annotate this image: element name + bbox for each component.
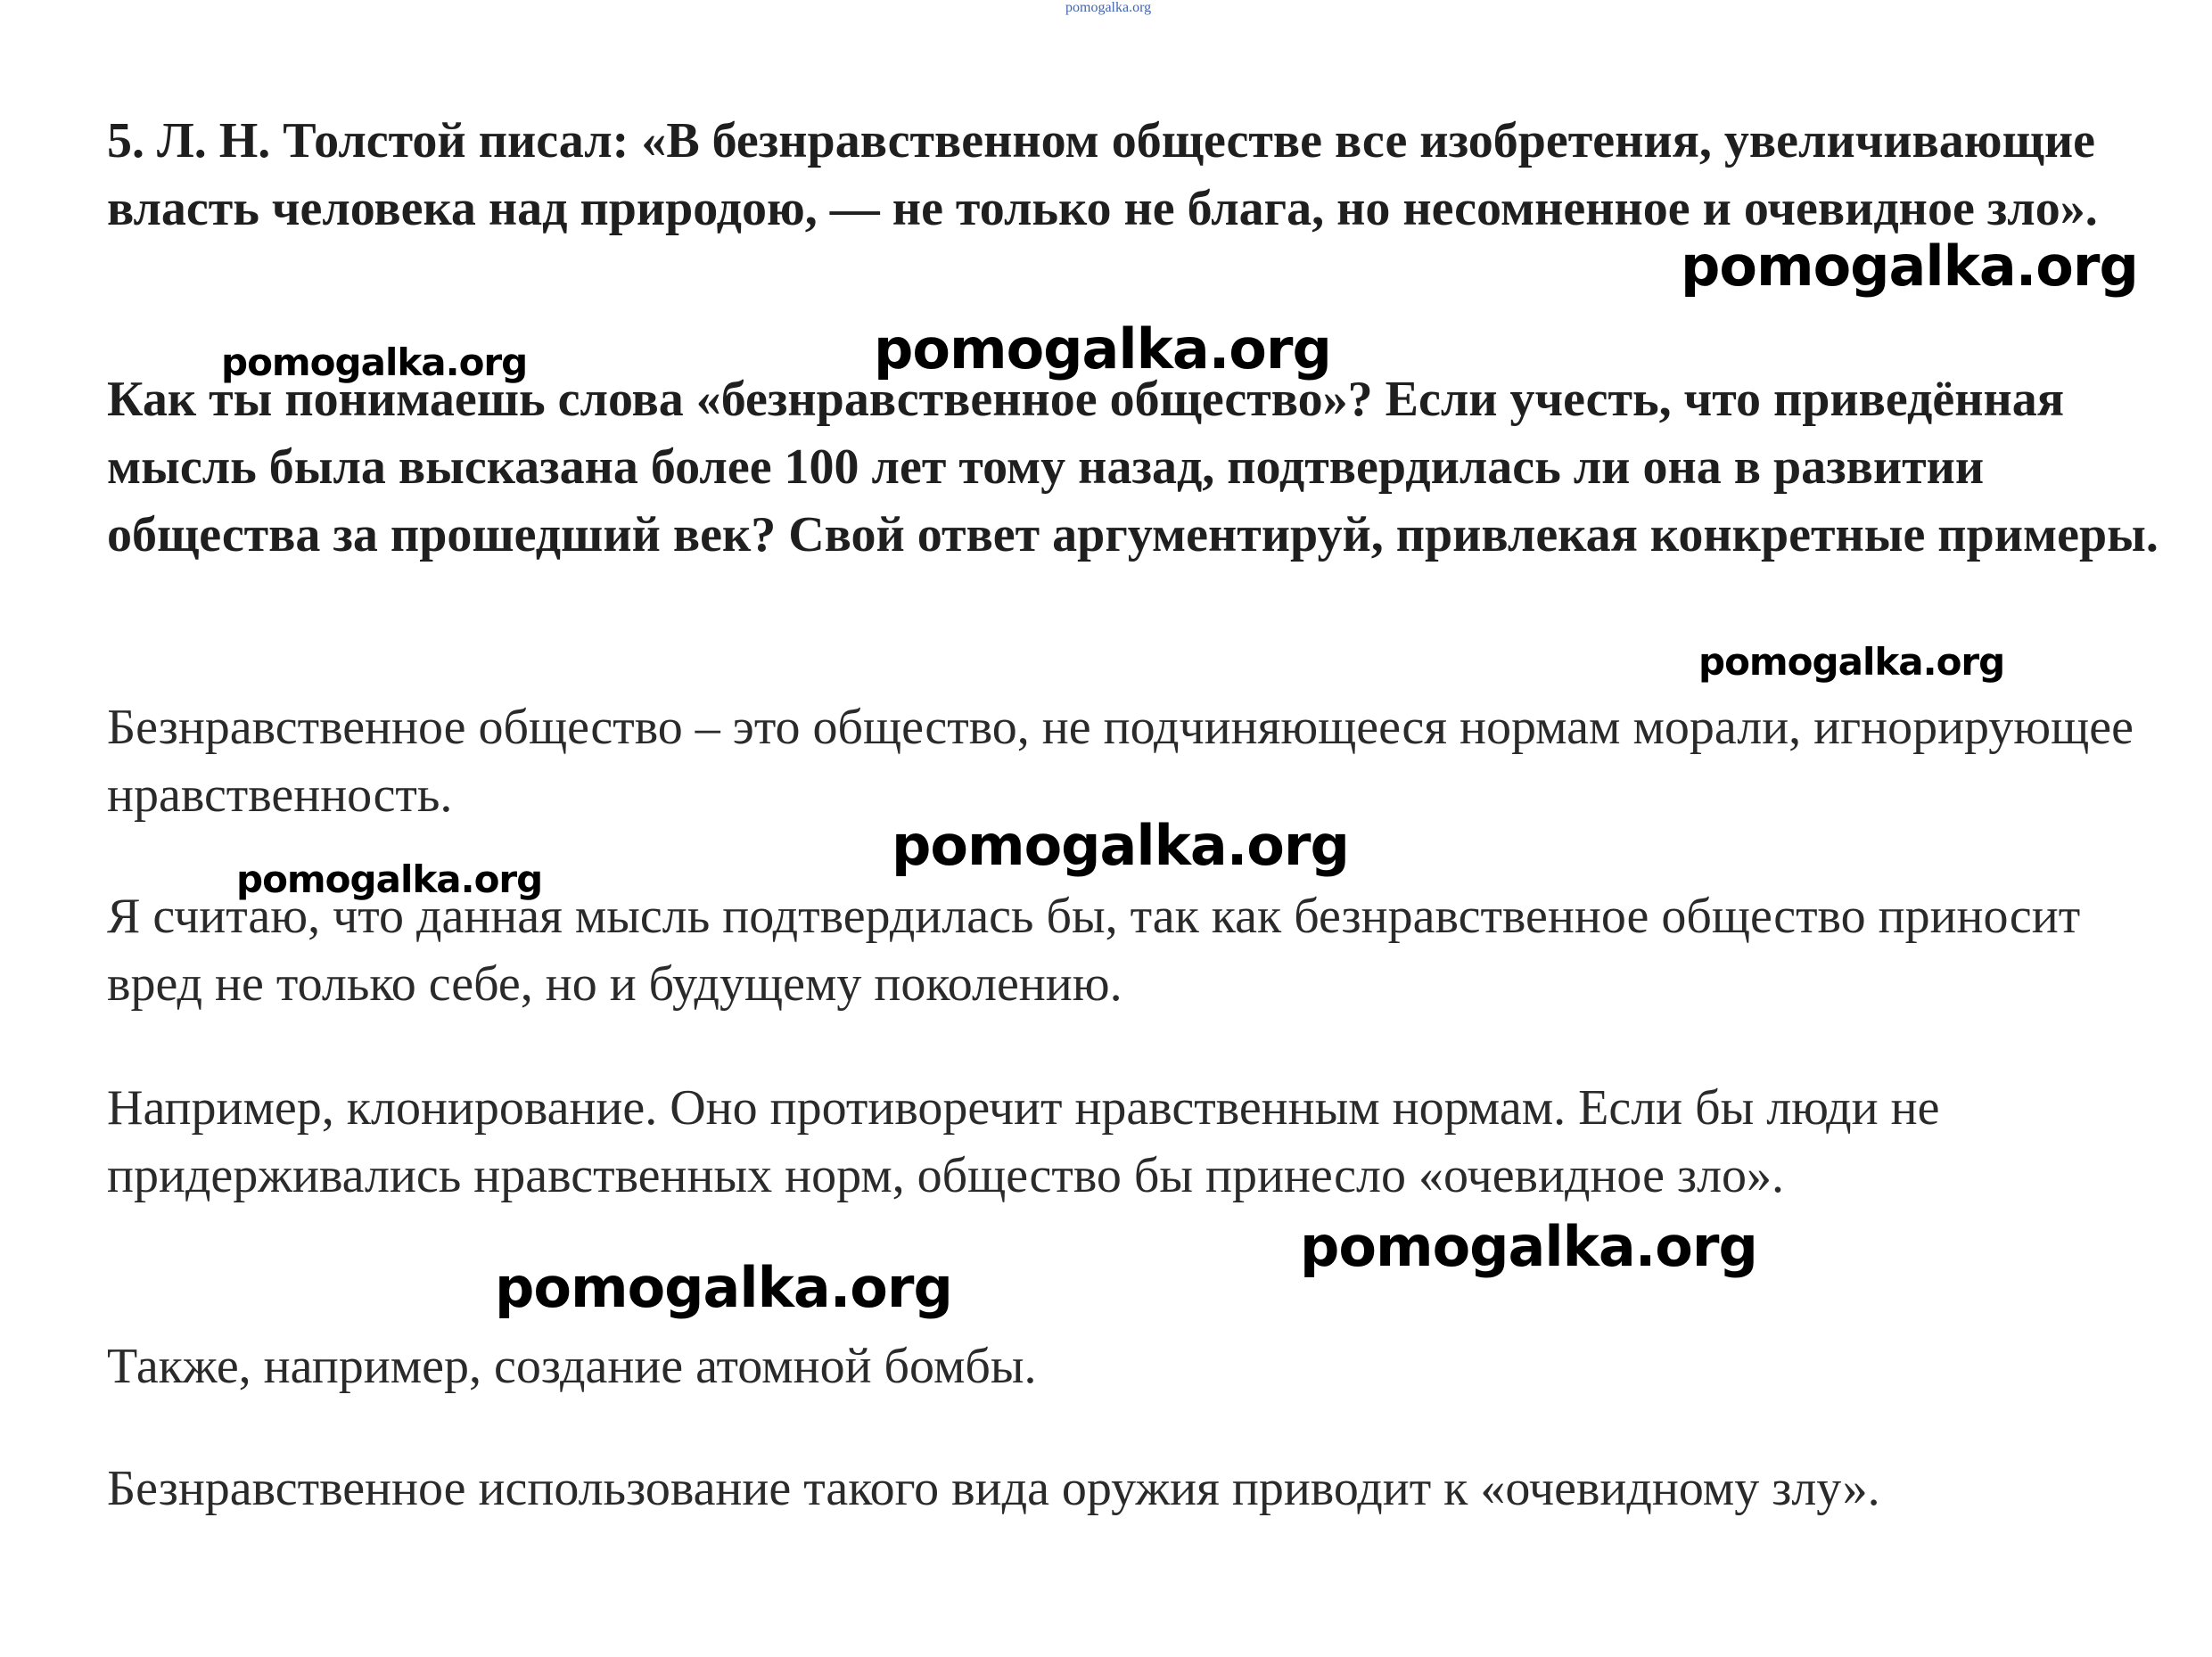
question-prompt: Как ты понимаешь слова «безнравственное общество»? Если учесть, что приведённая мысль была высказана более 100 лет тому назад, подтвердилась ли она в развитии общества за прошедший век? Свой ответ аргументируй, привлекая конкретные примеры. [107,372,2159,562]
watermark: pomogalka.org [892,813,1349,878]
answer-paragraph-2: Я считаю, что данная мысль подтвердилась бы, так как безнравственное общество приносит вред не только себе, но и будущему поколению. [107,889,2081,1012]
watermark: pomogalka.org [495,1255,952,1320]
top-watermark: pomogalka.org [1065,0,1152,15]
watermark: pomogalka.org [1698,640,2005,684]
watermark: pomogalka.org [1300,1214,1757,1279]
answer-paragraph-1: Безнравственное общество – это общество, не подчиняющееся нормам морали, игнорирующее нравственность. [107,700,2134,823]
watermark: pomogalka.org [874,316,1331,381]
watermark: pomogalka.org [236,857,543,901]
answer-paragraph-4: Также, например, создание атомной бомбы. [107,1339,1037,1394]
watermark: pomogalka.org [1681,234,2138,299]
question-intro: 5. Л. Н. Толстой писал: «В безнравственном обществе все изобретения, увеличивающие власть человека над природою, — не только не блага, но несомненное и очевидное зло». [107,113,2098,236]
answer-paragraph-3: Например, клонирование. Оно противоречит нравственным нормам. Если бы люди не придерживались нравственных норм, общество бы принесло «очевидное зло». [107,1080,1940,1203]
watermark: pomogalka.org [221,340,528,384]
answer-paragraph-5: Безнравственное использование такого вида оружия приводит к «очевидному злу». [107,1461,1880,1516]
